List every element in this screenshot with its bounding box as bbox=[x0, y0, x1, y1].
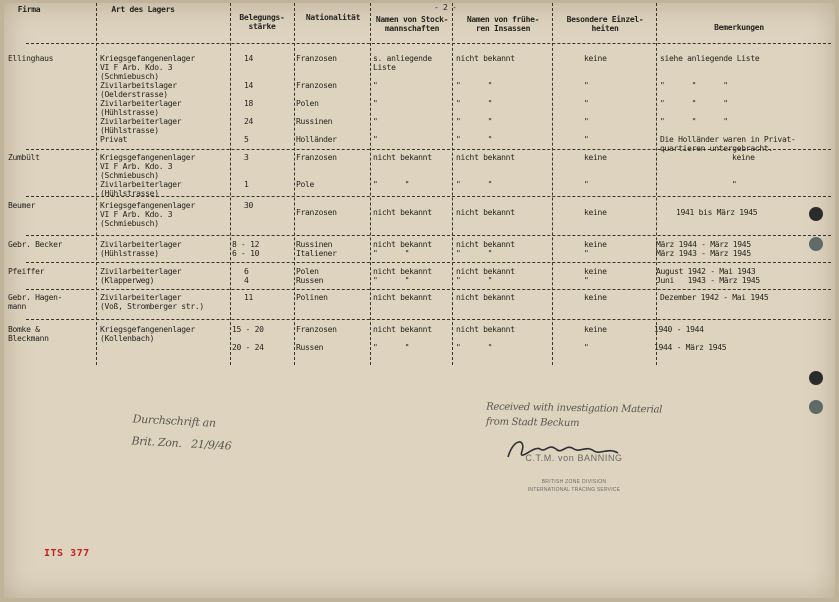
table-cell-lager: Zivilarbeiterlager (Hühlstrasse) bbox=[100, 240, 182, 258]
table-cell-staerke: 11 bbox=[244, 293, 254, 302]
table-cell-besondere: keine " bbox=[584, 240, 607, 258]
table-cell-firma: Pfeiffer bbox=[8, 267, 45, 276]
table-cell-stock: nicht bekannt " " bbox=[373, 325, 432, 352]
header-namen-frueher: Namen von frühe- ren Insassen bbox=[466, 15, 540, 33]
header-besondere: Besondere Einzel- heiten bbox=[566, 15, 644, 33]
table-cell-bemerkungen: Dezember 1942 - Mai 1945 bbox=[660, 293, 769, 302]
table-cell-lager: Kriegsgefangenenlager (Kollenbach) bbox=[100, 325, 195, 343]
header-namen-stock: Namen von Stock- mannschaften bbox=[375, 15, 449, 33]
row-divider bbox=[26, 43, 831, 44]
table-cell-lager: Zivilarbeiterlager (Voß, Stromberger str.) bbox=[100, 293, 204, 311]
column-divider bbox=[552, 3, 553, 365]
punch-hole bbox=[809, 400, 823, 414]
table-cell-nation: Polinen bbox=[296, 293, 328, 302]
row-divider bbox=[26, 262, 831, 263]
table-cell-staerke: 3 1 bbox=[244, 153, 249, 189]
table-cell-nation: Polen Russen bbox=[296, 267, 324, 285]
table-cell-frueher: nicht bekannt bbox=[456, 208, 515, 217]
header-art-des-lagers: Art des Lagers bbox=[111, 5, 175, 14]
table-cell-firma: Gebr. Hagen- mann bbox=[8, 293, 63, 311]
column-divider bbox=[230, 3, 231, 365]
table-cell-stock: nicht bekannt " " bbox=[373, 153, 432, 189]
table-cell-frueher: nicht bekannt " " " " " " " " bbox=[456, 54, 515, 144]
table-cell-bemerkungen: 1940 - 1944 1944 - März 1945 bbox=[654, 325, 727, 352]
row-divider bbox=[26, 235, 831, 236]
table-cell-stock: nicht bekannt " " bbox=[373, 240, 432, 258]
page-number: - 2 - bbox=[434, 3, 457, 12]
table-cell-besondere: keine bbox=[584, 208, 607, 217]
column-divider bbox=[294, 3, 295, 365]
table-cell-frueher: nicht bekannt bbox=[456, 293, 515, 302]
column-divider bbox=[96, 3, 97, 365]
punch-hole bbox=[809, 371, 823, 385]
table-cell-besondere: keine " " " " bbox=[584, 54, 607, 144]
stamp-name: C.T.M. von BANNING bbox=[525, 453, 623, 463]
table-cell-bemerkungen: siehe anliegende Liste " " " " " " " " " Die Holländer waren in Privat- quartieren untergebracht. bbox=[660, 54, 796, 153]
table-cell-bemerkungen: 1941 bis März 1945 bbox=[676, 208, 758, 217]
table-cell-frueher: nicht bekannt " " bbox=[456, 267, 515, 285]
header-nationalitaet: Nationalität bbox=[305, 13, 361, 22]
table-cell-stock: nicht bekannt " " bbox=[373, 267, 432, 285]
table-cell-nation: Franzosen Franzosen Polen Russinen Holländer bbox=[296, 54, 337, 144]
table-cell-bemerkungen: keine " bbox=[732, 153, 755, 189]
punch-hole bbox=[809, 207, 823, 221]
table-cell-lager: Kriegsgefangenenlager VI F Arb. Kdo. 3 (Schmiebusch) Zivilarbeitslager (Oelderstrasse) Zivilarbeiterlager (Hühlstrasse) Zivilarbeiterlager (Hühlstrasse) Privat bbox=[100, 54, 195, 144]
table-cell-staerke: 30 bbox=[244, 201, 254, 210]
column-divider bbox=[656, 3, 657, 365]
archive-number: ITS 377 bbox=[44, 548, 90, 559]
header-firma: Firma bbox=[17, 5, 41, 14]
table-cell-besondere: keine " bbox=[584, 325, 607, 352]
table-cell-stock: s. anliegende Liste " " " " bbox=[373, 54, 432, 144]
stamp-line-2: INTERNATIONAL TRACING SERVICE bbox=[527, 487, 621, 493]
table-cell-firma: Beumer bbox=[8, 201, 36, 210]
table-cell-lager: Kriegsgefangenenlager VI F Arb. Kdo. 3 (Schmiebusch) bbox=[100, 201, 195, 228]
table-cell-stock: nicht bekannt bbox=[373, 293, 432, 302]
table-cell-firma: Gebr. Becker bbox=[8, 240, 63, 249]
header-belegungsstaerke: Belegungs- stärke bbox=[239, 13, 285, 31]
table-cell-firma: Bomke & Bleckmann bbox=[8, 325, 49, 343]
table-cell-besondere: keine " bbox=[584, 153, 607, 189]
table-cell-staerke: 6 4 bbox=[244, 267, 249, 285]
column-divider bbox=[370, 3, 371, 365]
table-cell-nation: Franzosen Russen bbox=[296, 325, 337, 352]
table-cell-nation: Russinen Italiener bbox=[296, 240, 337, 258]
table-cell-stock: nicht bekannt bbox=[373, 208, 432, 217]
row-divider bbox=[26, 319, 831, 320]
table-cell-staerke: 15 - 20 20 - 24 bbox=[232, 325, 264, 352]
document-page bbox=[4, 3, 835, 598]
punch-hole bbox=[809, 237, 823, 251]
table-cell-frueher: nicht bekannt " " bbox=[456, 240, 515, 258]
table-cell-nation: Franzosen Pole bbox=[296, 153, 337, 189]
table-cell-lager: Zivilarbeiterlager (Klapperweg) bbox=[100, 267, 182, 285]
table-cell-firma: Zumbült bbox=[8, 153, 40, 162]
stamp-line-1: BRITISH ZONE DIVISION bbox=[541, 479, 607, 485]
table-cell-besondere: keine bbox=[584, 293, 607, 302]
column-divider bbox=[452, 3, 453, 365]
table-cell-firma: Ellinghaus bbox=[8, 54, 54, 63]
handwritten-note-distribution: Durchschrift an Brit. Zon. 21/9/46 bbox=[131, 412, 232, 453]
header-bemerkungen: Bemerkungen bbox=[714, 23, 764, 32]
table-cell-frueher: nicht bekannt " " bbox=[456, 153, 515, 189]
table-cell-frueher: nicht bekannt " " bbox=[456, 325, 515, 352]
table-cell-staerke: 14 14 18 24 5 bbox=[244, 54, 254, 144]
table-cell-bemerkungen: August 1942 - Mai 1943 Juni 1943 - März 1945 bbox=[656, 267, 760, 285]
handwritten-note-received: Received with investigation Material from Stadt Beckum bbox=[485, 401, 663, 430]
row-divider bbox=[26, 289, 831, 290]
table-cell-nation: Franzosen bbox=[296, 208, 337, 217]
table-cell-lager: Kriegsgefangenenlager VI F Arb. Kdo. 3 (Schmiebusch) Zivilarbeiterlager (Hühlstrasse) bbox=[100, 153, 195, 198]
table-cell-staerke: 8 - 12 6 - 10 bbox=[232, 240, 260, 258]
table-cell-besondere: keine " bbox=[584, 267, 607, 285]
table-cell-bemerkungen: März 1944 - März 1945 März 1943 - März 1945 bbox=[656, 240, 751, 258]
